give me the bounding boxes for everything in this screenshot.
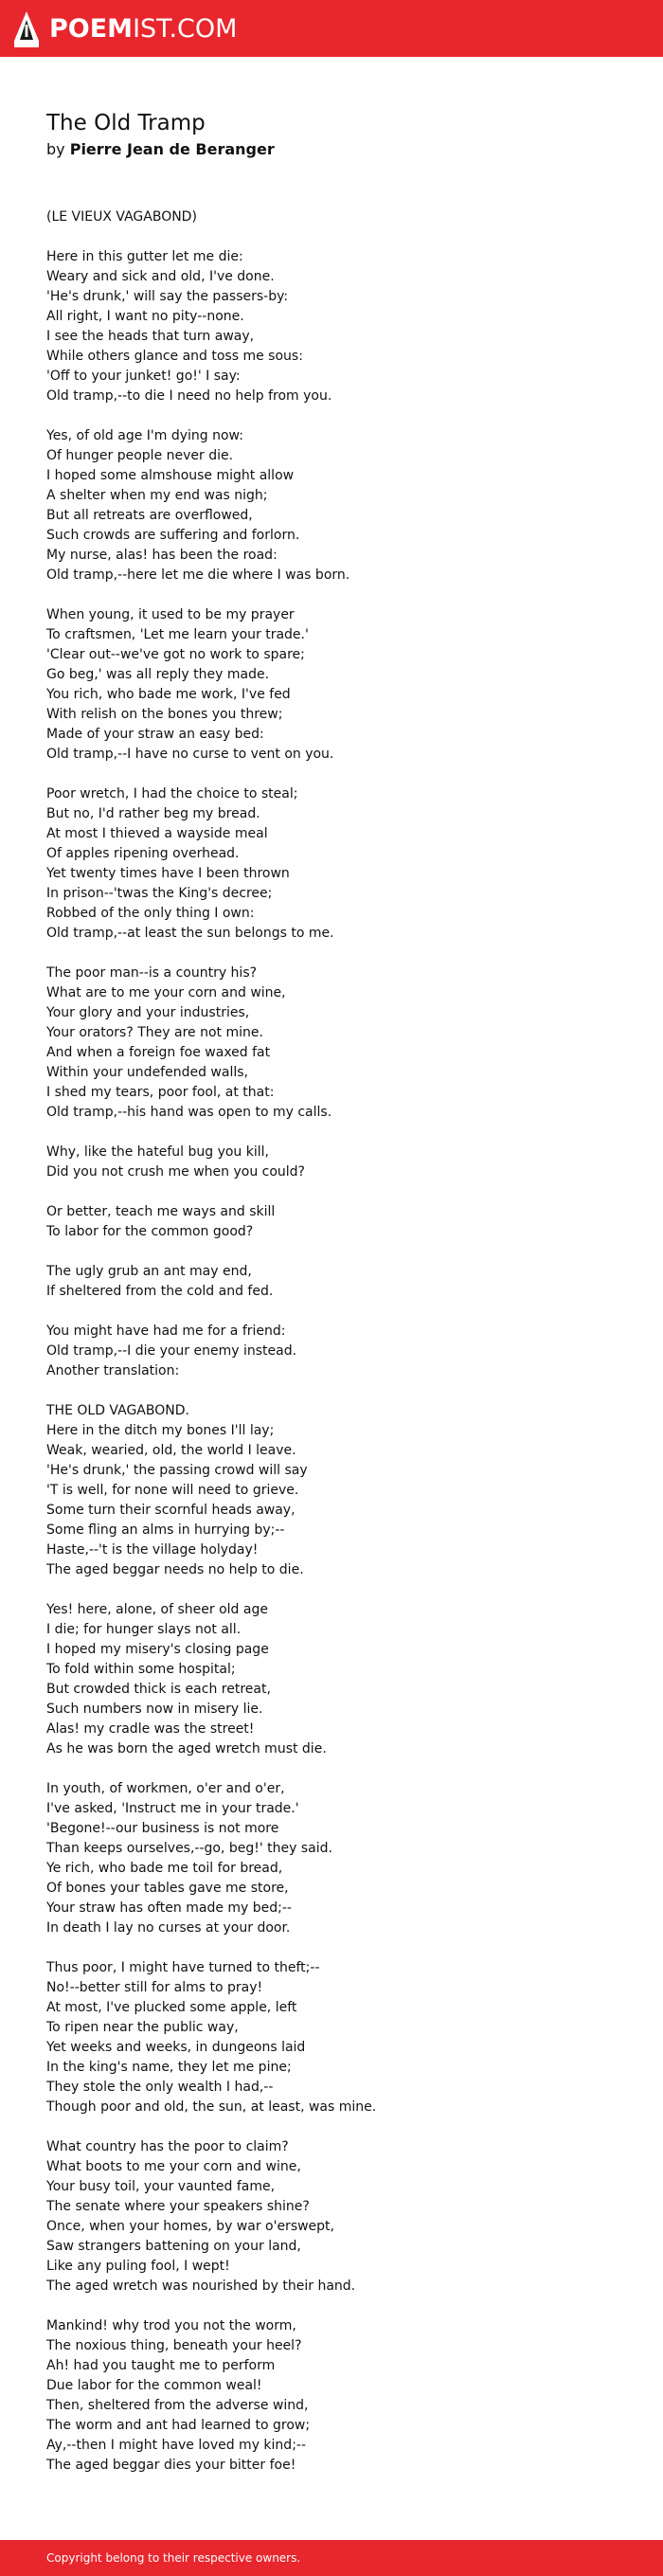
poem-line: 'Begone!--our business is not more bbox=[46, 1821, 279, 1836]
poem-line: Yes! here, alone, of sheer old age bbox=[46, 1602, 268, 1617]
poem-line: Weak, wearied, old, the world I leave. bbox=[46, 1443, 296, 1458]
poem-stanza bbox=[46, 1143, 634, 1182]
poem-line: Alas! my cradle was the street! bbox=[46, 1721, 255, 1737]
poem-stanza bbox=[46, 1401, 634, 1580]
poem-line: Ye rich, who bade me toil for bread, bbox=[46, 1861, 283, 1876]
poem-line: What boots to me your corn and wine, bbox=[46, 2159, 301, 2174]
author-link[interactable]: Pierre Jean de Beranger bbox=[69, 140, 275, 158]
poem-line: To labor for the common good? bbox=[46, 1224, 254, 1239]
poem-line: But no, I'd rather beg my bread. bbox=[46, 806, 260, 821]
poem-line: Old tramp,--to die I need no help from you. bbox=[46, 388, 332, 404]
poem-line: You rich, who bade me work, I've fed bbox=[46, 687, 291, 702]
poem-stanza bbox=[46, 605, 634, 765]
poem-stanza bbox=[46, 1262, 634, 1302]
poem-line: Ah! had you taught me to perform bbox=[46, 2358, 276, 2373]
site-logo-link[interactable] bbox=[13, 9, 237, 49]
poem-line: Some fling an alms in hurrying by;-- bbox=[46, 1522, 285, 1538]
poem-line: Your straw has often made my bed;-- bbox=[46, 1900, 292, 1916]
poem-line: At most I thieved a wayside meal bbox=[46, 826, 268, 841]
poem-stanza bbox=[46, 1958, 634, 2117]
poem-line: Such numbers now in misery lie. bbox=[46, 1702, 263, 1717]
poem-line: But crowded thick is each retreat, bbox=[46, 1682, 271, 1697]
poem-body bbox=[46, 207, 634, 2495]
poem-line: What are to me your corn and wine, bbox=[46, 985, 286, 1000]
poem-line: To ripen near the public way, bbox=[46, 2020, 239, 2035]
poem-line: The worm and ant had learned to grow; bbox=[46, 2418, 311, 2433]
poem-line: Such crowds are suffering and forlorn. bbox=[46, 528, 300, 543]
poem-line: What country has the poor to claim? bbox=[46, 2139, 289, 2154]
poem-line: Though poor and old, the sun, at least, was mine. bbox=[46, 2099, 377, 2115]
poem-line: 'He's drunk,' the passing crowd will say bbox=[46, 1463, 308, 1478]
poem-line: Yet weeks and weeks, in dungeons laid bbox=[46, 2040, 306, 2055]
poem-stanza bbox=[46, 207, 634, 227]
poem-line: Old tramp,--at least the sun belongs to me. bbox=[46, 926, 334, 941]
pen-nib-icon bbox=[13, 10, 40, 48]
poem-line: The ugly grub an ant may end, bbox=[46, 1264, 252, 1279]
poem-line: I shed my tears, poor fool, at that: bbox=[46, 1085, 275, 1100]
poem-line: Poor wretch, I had the choice to steal; bbox=[46, 786, 298, 802]
poem-line: Your busy toil, your vaunted fame, bbox=[46, 2179, 276, 2194]
poem-line: Yet twenty times have I been thrown bbox=[46, 866, 290, 881]
poem-title: The Old Tramp bbox=[46, 111, 206, 135]
poem-line: 'T is well, for none will need to grieve. bbox=[46, 1483, 299, 1498]
poem-line: The senate where your speakers shine? bbox=[46, 2199, 310, 2214]
poem-line: If sheltered from the cold and fed. bbox=[46, 1284, 274, 1299]
poem-line: Within your undefended walls, bbox=[46, 1065, 248, 1080]
poem-line: A shelter when my end was nigh; bbox=[46, 488, 268, 503]
poem-line: Some turn their scornful heads away, bbox=[46, 1503, 296, 1518]
poem-stanza bbox=[46, 964, 634, 1123]
poem-line: No!--better still for alms to pray! bbox=[46, 1980, 263, 1995]
poem-line: In youth, of workmen, o'er and o'er, bbox=[46, 1781, 285, 1796]
poem-line: As he was born the aged wretch must die. bbox=[46, 1741, 327, 1756]
poem-stanza bbox=[46, 426, 634, 585]
poem-stanza bbox=[46, 1600, 634, 1759]
poem-line: I see the heads that turn away, bbox=[46, 329, 255, 344]
poem-line: But all retreats are overflowed, bbox=[46, 508, 253, 523]
poem-line: THE OLD VAGABOND. bbox=[46, 1403, 189, 1418]
poem-line: I've asked, 'Instruct me in your trade.' bbox=[46, 1801, 299, 1816]
poem-line: Of apples ripening overhead. bbox=[46, 846, 240, 861]
poem-line: Then, sheltered from the adverse wind, bbox=[46, 2398, 309, 2413]
poem-stanza bbox=[46, 247, 634, 406]
poem-stanza bbox=[46, 1322, 634, 1381]
poem-line: Mankind! why trod you not the worm, bbox=[46, 2318, 296, 2333]
poem-line: Made of your straw an easy bed: bbox=[46, 727, 264, 742]
poem-line: And when a foreign foe waxed fat bbox=[46, 1045, 271, 1060]
poem-line: Of hunger people never die. bbox=[46, 448, 234, 463]
poem-line: Like any puling fool, I wept! bbox=[46, 2259, 230, 2274]
poem-line: In death I lay no curses at your door. bbox=[46, 1920, 291, 1936]
poem-line: The aged beggar dies your bitter foe! bbox=[46, 2458, 296, 2473]
poem-line: My nurse, alas! has been the road: bbox=[46, 548, 278, 563]
poem-line: Your orators? They are not mine. bbox=[46, 1025, 263, 1040]
poem-line: Haste,--'t is the village holyday! bbox=[46, 1542, 259, 1558]
poem-line: I die; for hunger slays not all. bbox=[46, 1622, 242, 1637]
poem-line: 'Clear out--we've got no work to spare; bbox=[46, 647, 305, 662]
poem-line: Old tramp,--his hand was open to my calls. bbox=[46, 1105, 332, 1120]
poem-line: Thus poor, I might have turned to theft;-- bbox=[46, 1960, 320, 1975]
poem-line: When young, it used to be my prayer bbox=[46, 607, 295, 622]
poem-line: The noxious thing, beneath your heel? bbox=[46, 2338, 302, 2353]
poem-line: Why, like the hateful bug you kill, bbox=[46, 1144, 269, 1160]
poem-byline bbox=[46, 139, 275, 160]
poem-line: All right, I want no pity--none. bbox=[46, 309, 244, 324]
logo-bold-part: POEM bbox=[49, 14, 134, 44]
poem-line: Than keeps ourselves,--go, beg!' they said. bbox=[46, 1841, 332, 1856]
copyright-notice: Copyright belong to their respective owners. bbox=[46, 2551, 301, 2565]
poem-line: Go beg,' was all reply they made. bbox=[46, 667, 270, 682]
poem-line: To craftsmen, 'Let me learn your trade.' bbox=[46, 627, 309, 642]
poem-line: At most, I've plucked some apple, left bbox=[46, 2000, 297, 2015]
poem-stanza bbox=[46, 1779, 634, 1938]
poem-line: Did you not crush me when you could? bbox=[46, 1164, 305, 1180]
poem-line: Saw strangers battening on your land, bbox=[46, 2239, 301, 2254]
poem-line: Old tramp,--here let me die where I was born. bbox=[46, 567, 350, 583]
poem-line: Your glory and your industries, bbox=[46, 1005, 250, 1020]
poem-line: Weary and sick and old, I've done. bbox=[46, 269, 275, 284]
poem-line: Yes, of old age I'm dying now: bbox=[46, 428, 243, 443]
logo-regular-part: IST.COM bbox=[133, 14, 238, 44]
poem-line: Another translation: bbox=[46, 1363, 180, 1378]
poem-line: In the king's name, they let me pine; bbox=[46, 2060, 292, 2075]
poem-line: Robbed of the only thing I own: bbox=[46, 906, 255, 921]
poem-line: Old tramp,--I have no curse to vent on you. bbox=[46, 747, 334, 762]
poem-line: In prison--'twas the King's decree; bbox=[46, 886, 273, 901]
poem-line: I hoped my misery's closing page bbox=[46, 1642, 269, 1657]
poem-line: 'He's drunk,' will say the passers-by: bbox=[46, 289, 289, 304]
site-header bbox=[0, 0, 663, 57]
poem-line: The aged beggar needs no help to die. bbox=[46, 1562, 304, 1577]
poem-stanza bbox=[46, 2137, 634, 2297]
poem-line: Of bones your tables gave me store, bbox=[46, 1881, 289, 1896]
poem-line: With relish on the bones you threw; bbox=[46, 707, 283, 722]
by-label: by bbox=[46, 140, 65, 158]
poem-line: 'Off to your junket! go!' I say: bbox=[46, 369, 241, 384]
poem-line: The aged wretch was nourished by their hand. bbox=[46, 2279, 356, 2294]
poem-line: They stole the only wealth I had,-- bbox=[46, 2080, 274, 2095]
poem-stanza bbox=[46, 1202, 634, 1242]
poem-line: While others glance and toss me sous: bbox=[46, 349, 303, 364]
poem-line: Due labor for the common weal! bbox=[46, 2378, 262, 2393]
poem-line: The poor man--is a country his? bbox=[46, 965, 258, 981]
site-logo-text bbox=[49, 10, 237, 48]
poem-line: Here in the ditch my bones I'll lay; bbox=[46, 1423, 275, 1438]
poem-line: Once, when your homes, by war o'erswept, bbox=[46, 2219, 335, 2234]
poem-line: Ay,--then I might have loved my kind;-- bbox=[46, 2438, 307, 2453]
poem-line: (LE VIEUX VAGABOND) bbox=[46, 209, 197, 225]
poem-stanza bbox=[46, 784, 634, 944]
poem-stanza bbox=[46, 2316, 634, 2476]
poem-line: I hoped some almshouse might allow bbox=[46, 468, 295, 483]
poem-line: To fold within some hospital; bbox=[46, 1662, 236, 1677]
poem-line: You might have had me for a friend: bbox=[46, 1324, 286, 1339]
poem-line: Old tramp,--I die your enemy instead. bbox=[46, 1343, 297, 1359]
poem-line: Here in this gutter let me die: bbox=[46, 249, 243, 264]
site-footer bbox=[0, 2540, 663, 2576]
poem-line: Or better, teach me ways and skill bbox=[46, 1204, 276, 1219]
